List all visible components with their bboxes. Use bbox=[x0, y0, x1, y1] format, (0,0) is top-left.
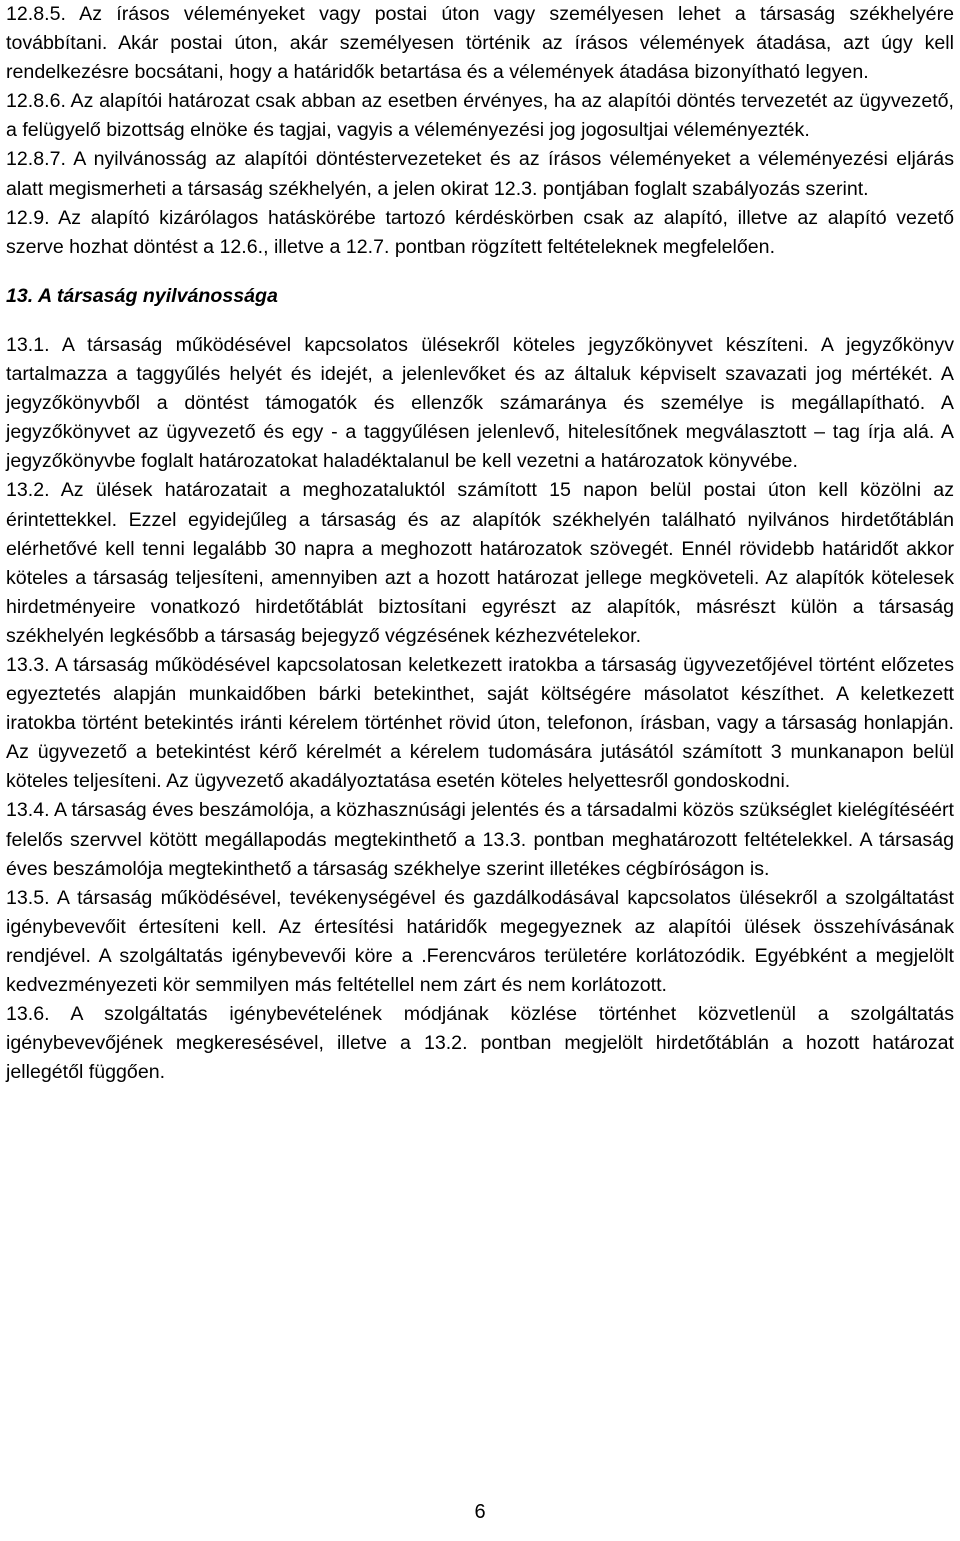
paragraph-12-8-5: 12.8.5. Az írásos véleményeket vagy postai úton vagy személyesen lehet a társaság székhelyére továbbítani. Akár postai úton, akár személyesen történik az írásos vélemények átadása, azt úgy kell rendelkezésre bocsátani, hogy a határidők betartása és a vélemények átadása bizonyítható legyen. bbox=[6, 3, 954, 84]
paragraph-13-2: 13.2. Az ülések határozatait a meghozataluktól számított 15 napon belül postai úton kell közölni az érintettekkel. Ezzel egyidejűleg a társaság és az alapítók székhelyén található nyilvános hirdetőtáblán elérhetővé kell tenni legalább 30 napra a meghozott határozatok szövegét. Ennél rövidebb határidőt akkor köteles a társaság teljesíteni, amennyiben azt a hozott határozat jellege megköveteli. Az alapítók kötelesek hirdetményeire vonatkozó hirdetőtáblát biztosítani egyrészt az alapítók, másrészt külön a társaság székhelyén legkésőbb a társaság bejegyző végzésének kézhezvételekor. bbox=[6, 479, 954, 647]
paragraph-13-3: 13.3. A társaság működésével kapcsolatosan keletkezett iratokba a társaság ügyvezetőjével történt előzetes egyeztetés alapján munkaidőben bárki betekinthet, saját költségére másolatot készíthet. A keletkezett iratokba történt betekintés iránti kérelem történhet rövid úton, telefonon, írásban, vagy a társaság honlapján. Az ügyvezető a betekintést kérő kérelmét a kérelem tudomására jutásától számított 3 munkanapon belül köteles teljesíteni. Az ügyvezető akadályoztatása esetén köteles helyettesről gondoskodni. bbox=[6, 653, 954, 793]
paragraph-13-6: 13.6. A szolgáltatás igénybevételének módjának közlése történhet közvetlenül a szolgáltatás igénybevevőjének megkeresésével, illetve a 13.2. pontban megjelölt hirdetőtáblán a hozott határozat jellegétől függően. bbox=[6, 1003, 954, 1084]
paragraph-12-9: 12.9. Az alapító kizárólagos hatáskörébe tartozó kérdéskörben csak az alapító, illetve az alapító vezető szerve hozhat döntést a 12.6., illetve a 12.7. pontban rögzített feltételeknek megfelelően. bbox=[6, 206, 954, 258]
paragraph-12-8-6: 12.8.6. Az alapítói határozat csak abban az esetben érvényes, ha az alapítói döntés tervezetét az ügyvezető, a felügyelő bizottság elnöke és tagjai, vagyis a véleményezési jog jogosultjai véleményezték. bbox=[6, 90, 954, 142]
section-heading-13: 13. A társaság nyilvánossága bbox=[6, 284, 278, 307]
paragraph-12-8-7: 12.8.7. A nyilvánosság az alapítói döntéstervezeteket és az írásos véleményeket a véleményezési eljárás alatt megismerheti a társaság székhelyén, a jelen okirat 12.3. pontjában foglalt szabályozás szerint. bbox=[6, 148, 954, 200]
paragraph-13-1: 13.1. A társaság működésével kapcsolatos ülésekről köteles jegyzőkönyvet készíteni. A jegyzőkönyv tartalmazza a taggyűlés helyét és idejét, a jelenlevőket és az általuk képviselt szavazati jog mértékét. A jegyzőkönyvből a döntést támogatók és ellenzők számaránya és személye is megállapítható. A jegyzőkönyvet az ügyvezető és egy - a taggyűlésen jelenlevő, hitelesítőnek megválasztott – tag írja alá. A jegyzőkönyvbe foglalt határozatokat haladéktalanul be kell vezetni a határozatok könyvébe. bbox=[6, 333, 954, 473]
page-number: 6 bbox=[474, 1501, 486, 1523]
document-page bbox=[6, 0, 954, 1087]
paragraph-13-4: 13.4. A társaság éves beszámolója, a közhasznúsági jelentés és a társadalmi közös szükséglet kielégítéséért felelős szervvel kötött megállapodás megtekinthető a 13.3. pontban meghatározott feltételekkel. A társaság éves beszámolója megtekinthető a társaság székhelye szerint illetékes cégbíróságon is. bbox=[6, 799, 954, 880]
paragraph-13-5: 13.5. A társaság működésével, tevékenységével és gazdálkodásával kapcsolatos ülésekről a szolgáltatást igénybevevőit értesíteni kell. Az értesítési határidők megegyeznek az alapítói ülések összehívásának rendjével. A szolgáltatás igénybevevői köre a .Ferencváros területére korlátozódik. Egyébként a megjelölt kedvezményezeti kör semmilyen más feltétellel nem zárt és nem korlátozott. bbox=[6, 886, 954, 996]
